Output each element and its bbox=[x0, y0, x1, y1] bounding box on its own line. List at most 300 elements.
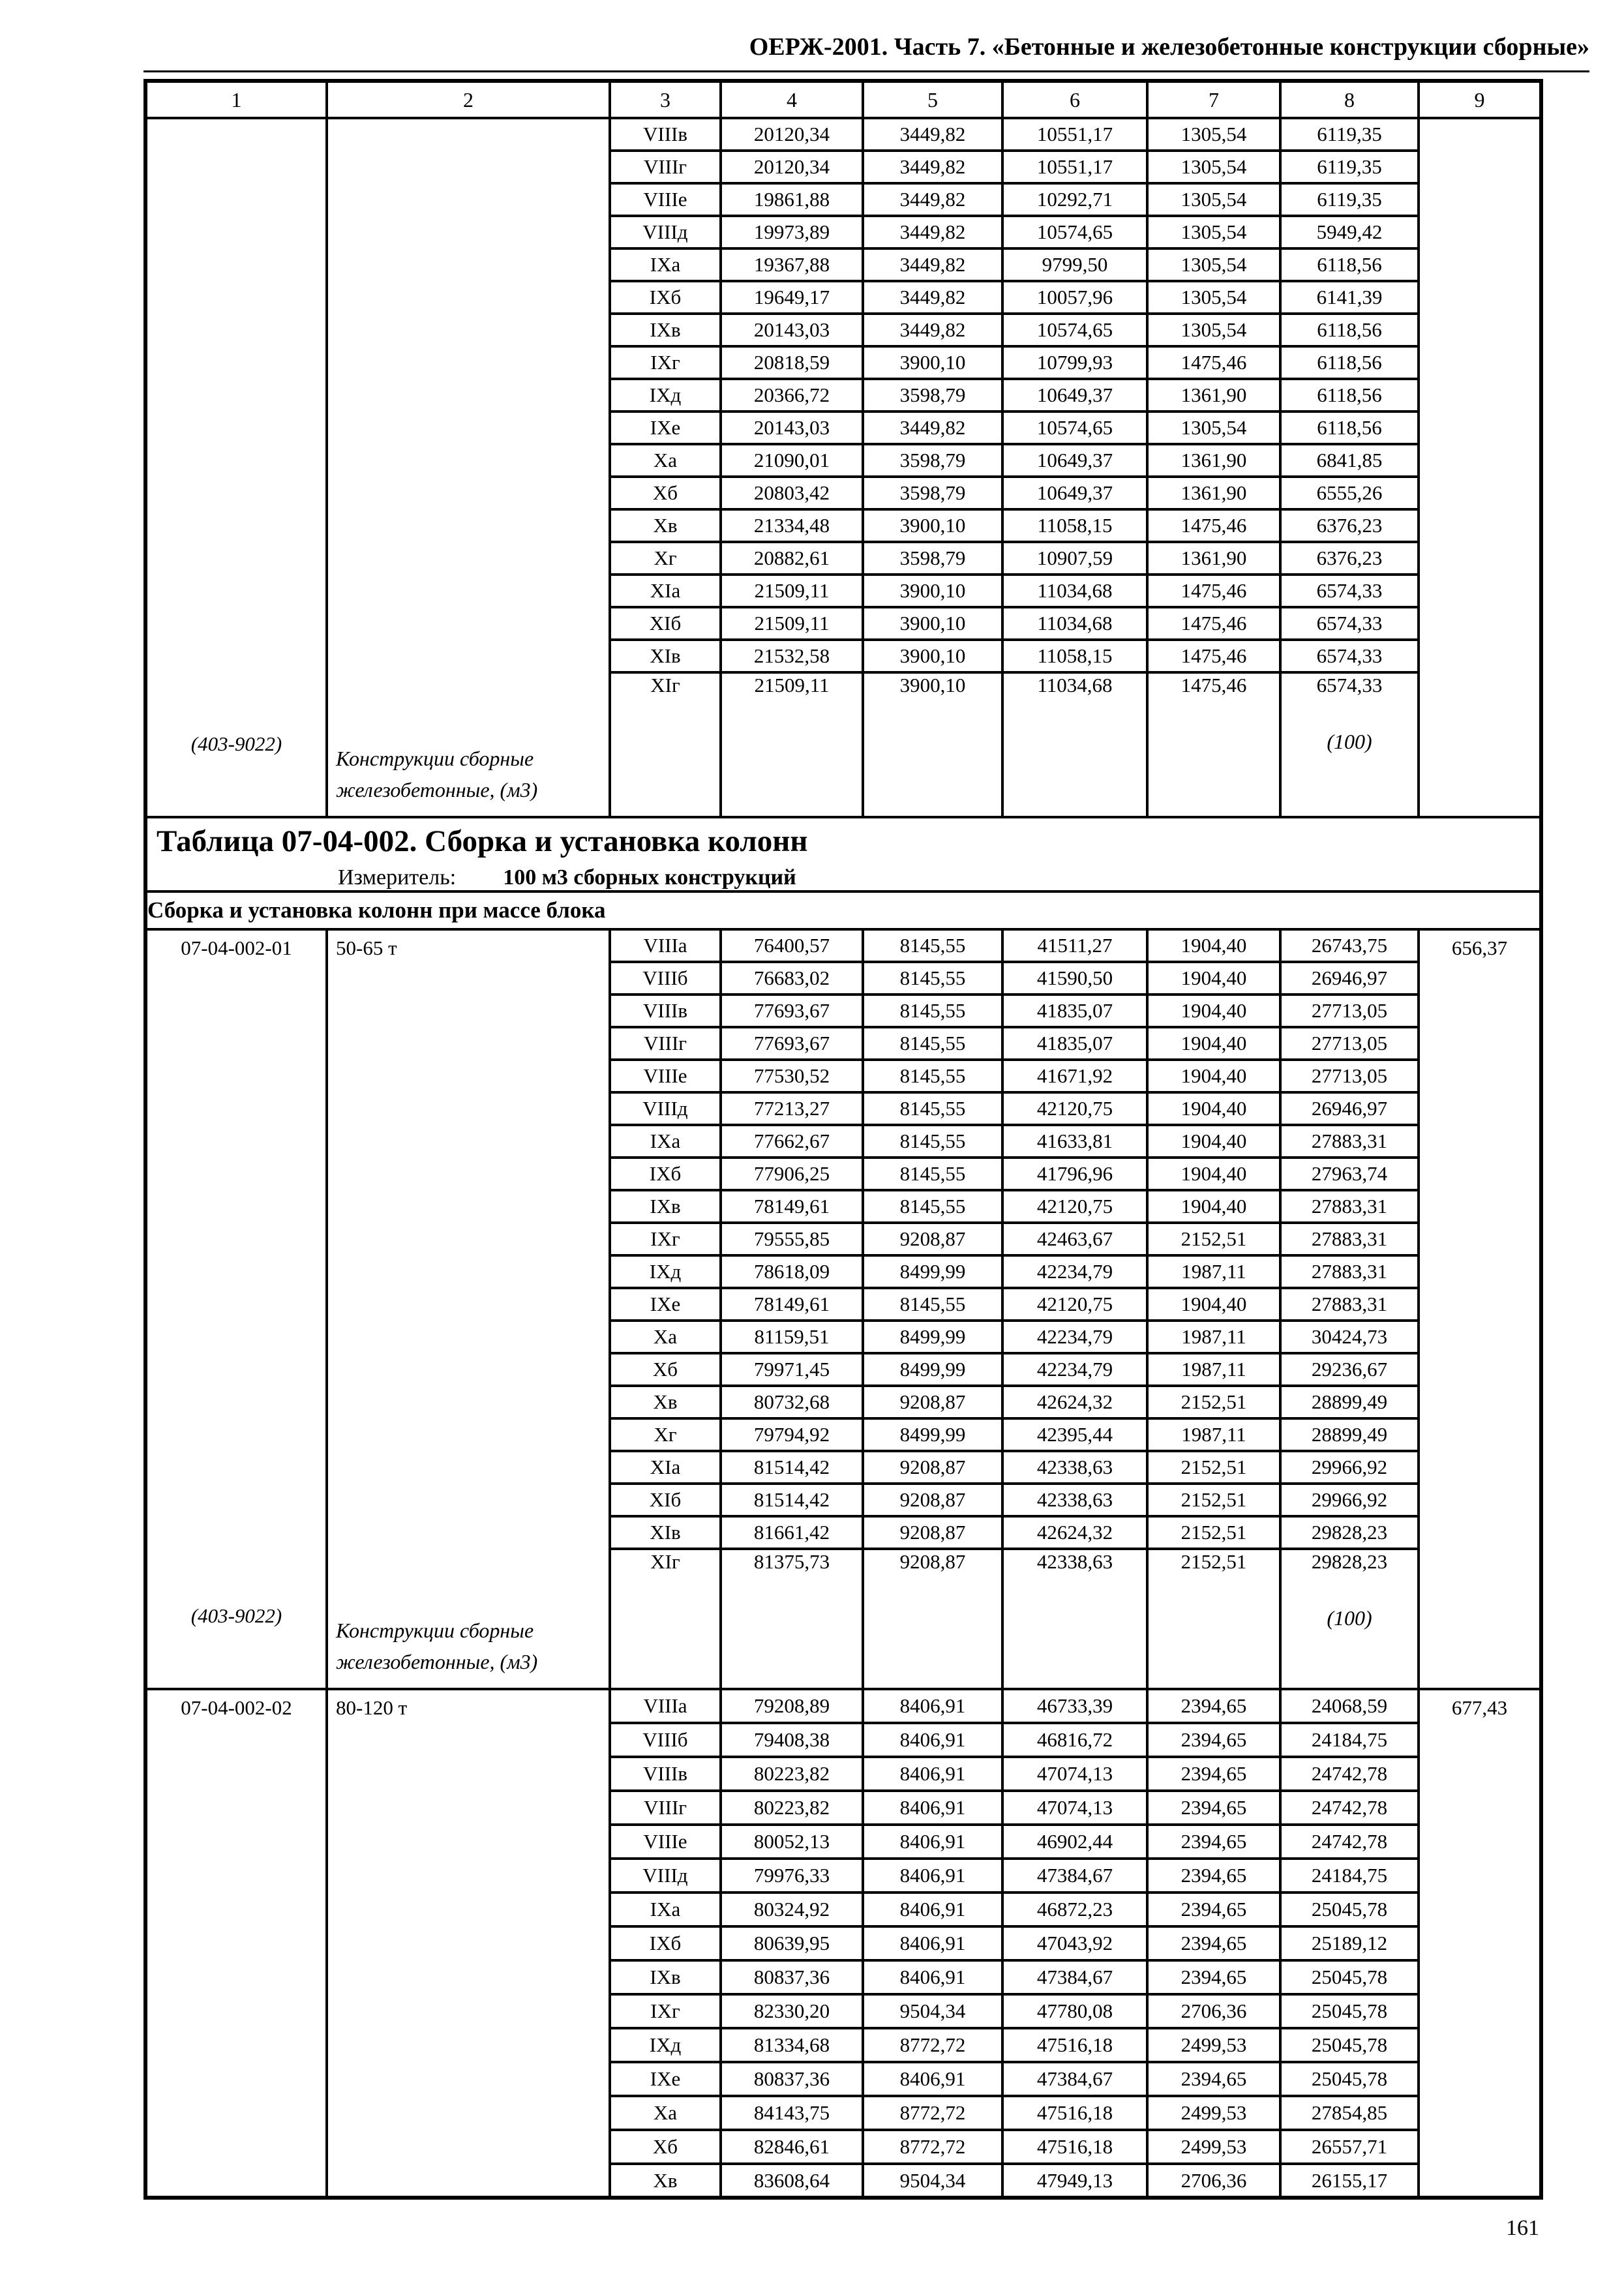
column-number-row bbox=[145, 81, 1541, 118]
value-cell: 27883,31 bbox=[1280, 1288, 1419, 1321]
zone-cell: XIа bbox=[610, 575, 721, 607]
value-cell: 8406,91 bbox=[863, 1859, 1002, 1893]
value-cell: 11034,68 bbox=[1002, 607, 1147, 640]
value-cell: 10574,65 bbox=[1002, 314, 1147, 346]
value-cell: 42463,67 bbox=[1002, 1223, 1147, 1255]
resource-name-line: железобетонные, (м3) bbox=[336, 1650, 538, 1673]
value-cell: 1305,54 bbox=[1147, 314, 1280, 346]
value-cell: 41511,27 bbox=[1002, 929, 1147, 962]
zone-cell: Xв bbox=[610, 2164, 721, 2198]
resource-name-line: железобетонные, (м3) bbox=[336, 778, 538, 801]
value-cell: 10649,37 bbox=[1002, 444, 1147, 477]
zone-cell: XIа bbox=[610, 1451, 721, 1484]
value-cell: 2394,65 bbox=[1147, 1926, 1280, 1960]
value-cell: 80223,82 bbox=[721, 1757, 863, 1791]
value-cell: 47516,18 bbox=[1002, 2096, 1147, 2130]
value-cell: 6574,33 bbox=[1280, 607, 1419, 640]
block-mass-label bbox=[328, 119, 609, 125]
block-mass-label: 80-120 т bbox=[336, 1696, 408, 1719]
value-cell: 2706,36 bbox=[1147, 1994, 1280, 2028]
value-cell: 47384,67 bbox=[1002, 1859, 1147, 1893]
value-cell: 1904,40 bbox=[1147, 1288, 1280, 1321]
column-number: 4 bbox=[721, 81, 863, 118]
zone-cell: IXв bbox=[610, 1190, 721, 1223]
zone-cell: VIIIг bbox=[610, 1791, 721, 1825]
value-text: 29828,23 bbox=[1311, 1550, 1388, 1573]
value-cell: 20818,59 bbox=[721, 346, 863, 379]
value-cell: 80732,68 bbox=[721, 1386, 863, 1418]
zone-cell: VIIIа bbox=[610, 1689, 721, 1723]
zone-cell: VIIIв bbox=[610, 995, 721, 1027]
value-cell: 81159,51 bbox=[721, 1321, 863, 1353]
value-cell: 6376,23 bbox=[1280, 542, 1419, 575]
value-cell: 83608,64 bbox=[721, 2164, 863, 2198]
value-cell: 1305,54 bbox=[1147, 281, 1280, 314]
norms-table bbox=[143, 79, 1543, 2200]
zone-cell: IXе bbox=[610, 2062, 721, 2096]
value-cell: 1475,46 bbox=[1147, 509, 1280, 542]
norm-code: 07-04-002-01 bbox=[181, 936, 292, 959]
value-cell: 29236,67 bbox=[1280, 1353, 1419, 1386]
resource-name-line: Конструкции сборные bbox=[336, 1619, 534, 1642]
norm-code: 07-04-002-02 bbox=[181, 1696, 292, 1719]
zone-cell: Xа bbox=[610, 444, 721, 477]
value-cell: 10649,37 bbox=[1002, 379, 1147, 411]
value-cell: 79794,92 bbox=[721, 1418, 863, 1451]
value-cell: 6574,33 bbox=[1280, 575, 1419, 607]
value-cell: 6574,33 bbox=[1280, 640, 1419, 672]
norm-code bbox=[147, 119, 325, 125]
zone-cell: XIб bbox=[610, 607, 721, 640]
value-cell: 27883,31 bbox=[1280, 1255, 1419, 1288]
zone-cell: IXд bbox=[610, 2028, 721, 2062]
value-cell: 81334,68 bbox=[721, 2028, 863, 2062]
value-cell: 76400,57 bbox=[721, 929, 863, 962]
value-cell: 9208,87 bbox=[863, 1451, 1002, 1484]
value-cell: 3900,10 bbox=[863, 575, 1002, 607]
value-cell: 3900,10 bbox=[863, 607, 1002, 640]
value-cell: 6119,35 bbox=[1280, 118, 1419, 151]
value-cell: 6119,35 bbox=[1280, 183, 1419, 216]
col9-cell bbox=[1419, 118, 1541, 817]
value-cell: 24742,78 bbox=[1280, 1825, 1419, 1859]
value-cell: 27854,85 bbox=[1280, 2096, 1419, 2130]
value-cell: 1475,46 bbox=[1147, 346, 1280, 379]
zone-cell: Xв bbox=[610, 1386, 721, 1418]
value-cell: 42120,75 bbox=[1002, 1092, 1147, 1125]
value-cell: 42624,32 bbox=[1002, 1386, 1147, 1418]
value-cell: 79408,38 bbox=[721, 1723, 863, 1757]
zone-cell: Xб bbox=[610, 1353, 721, 1386]
zone-cell: VIIIе bbox=[610, 1825, 721, 1859]
value-cell: 1904,40 bbox=[1147, 1125, 1280, 1158]
zone-cell: VIIIг bbox=[610, 1027, 721, 1060]
value-cell: 9208,87 bbox=[863, 1484, 1002, 1516]
value-cell bbox=[1280, 1549, 1419, 1689]
value-cell: 80639,95 bbox=[721, 1926, 863, 1960]
value-cell: 77213,27 bbox=[721, 1092, 863, 1125]
zone-cell: VIIIб bbox=[610, 1723, 721, 1757]
zone-cell: VIIIд bbox=[610, 1092, 721, 1125]
value-cell: 1904,40 bbox=[1147, 1190, 1280, 1223]
value-cell: 2152,51 bbox=[1147, 1451, 1280, 1484]
value-cell: 47074,13 bbox=[1002, 1791, 1147, 1825]
zone-cell: VIIIв bbox=[610, 1757, 721, 1791]
column-number: 1 bbox=[145, 81, 327, 118]
value-cell: 3900,10 bbox=[863, 346, 1002, 379]
value-cell: 47384,67 bbox=[1002, 2062, 1147, 2096]
code-cell bbox=[145, 1689, 327, 2198]
value-cell: 42234,79 bbox=[1002, 1321, 1147, 1353]
column-number: 2 bbox=[327, 81, 610, 118]
value-cell: 20803,42 bbox=[721, 477, 863, 509]
value-cell: 8145,55 bbox=[863, 962, 1002, 995]
value-cell: 1904,40 bbox=[1147, 1158, 1280, 1190]
description-cell bbox=[327, 929, 610, 1689]
value-cell: 11058,15 bbox=[1002, 509, 1147, 542]
value-cell: 25045,78 bbox=[1280, 2062, 1419, 2096]
value-cell: 80223,82 bbox=[721, 1791, 863, 1825]
zone-cell: IXа bbox=[610, 1125, 721, 1158]
value-cell: 1305,54 bbox=[1147, 118, 1280, 151]
value-cell: 78149,61 bbox=[721, 1190, 863, 1223]
description-cell bbox=[327, 1689, 610, 2198]
zone-cell: IXд bbox=[610, 1255, 721, 1288]
value-cell: 10574,65 bbox=[1002, 411, 1147, 444]
value-cell: 3598,79 bbox=[863, 379, 1002, 411]
value-cell: 1475,46 bbox=[1147, 575, 1280, 607]
value-cell: 1904,40 bbox=[1147, 1027, 1280, 1060]
zone-cell: IXа bbox=[610, 1893, 721, 1926]
value-cell: 81514,42 bbox=[721, 1484, 863, 1516]
zone-cell: VIIIа bbox=[610, 929, 721, 962]
value-cell: 10551,17 bbox=[1002, 118, 1147, 151]
value-cell: 28899,49 bbox=[1280, 1386, 1419, 1418]
value-cell: 81375,73 bbox=[721, 1549, 863, 1689]
value-cell: 47780,08 bbox=[1002, 1994, 1147, 2028]
value-cell: 8145,55 bbox=[863, 1190, 1002, 1223]
value-cell: 25045,78 bbox=[1280, 2028, 1419, 2062]
value-cell: 8406,91 bbox=[863, 1791, 1002, 1825]
value-cell: 2499,53 bbox=[1147, 2096, 1280, 2130]
value-cell: 42234,79 bbox=[1002, 1353, 1147, 1386]
value-text: 6574,33 bbox=[1316, 674, 1383, 696]
value-cell: 10292,71 bbox=[1002, 183, 1147, 216]
value-cell: 26946,97 bbox=[1280, 1092, 1419, 1125]
value-cell: 41835,07 bbox=[1002, 1027, 1147, 1060]
zone-cell: VIIIд bbox=[610, 1859, 721, 1893]
value-cell: 2394,65 bbox=[1147, 1689, 1280, 1723]
table-title: Таблица 07-04-002. Сборка и установка колонн bbox=[157, 824, 808, 858]
value-cell: 10551,17 bbox=[1002, 151, 1147, 183]
value-cell: 9504,34 bbox=[863, 1994, 1002, 2028]
value-cell: 84143,75 bbox=[721, 2096, 863, 2130]
zone-cell: IXе bbox=[610, 411, 721, 444]
value-cell: 3449,82 bbox=[863, 151, 1002, 183]
zone-cell: IXд bbox=[610, 379, 721, 411]
zone-cell: Xв bbox=[610, 509, 721, 542]
value-cell: 24184,75 bbox=[1280, 1723, 1419, 1757]
value-cell: 80052,13 bbox=[721, 1825, 863, 1859]
value-cell: 41671,92 bbox=[1002, 1060, 1147, 1092]
value-cell: 2499,53 bbox=[1147, 2130, 1280, 2164]
value-cell: 82330,20 bbox=[721, 1994, 863, 2028]
value-cell: 6555,26 bbox=[1280, 477, 1419, 509]
value-cell: 10799,93 bbox=[1002, 346, 1147, 379]
zone-cell: XIб bbox=[610, 1484, 721, 1516]
block-mass-label: 50-65 т bbox=[336, 936, 397, 959]
value-cell: 8406,91 bbox=[863, 1825, 1002, 1859]
value-cell: 21090,01 bbox=[721, 444, 863, 477]
column-number: 5 bbox=[863, 81, 1002, 118]
resource-note: (100) bbox=[1327, 1606, 1372, 1630]
value-cell: 29966,92 bbox=[1280, 1484, 1419, 1516]
value-cell: 19649,17 bbox=[721, 281, 863, 314]
value-cell: 2394,65 bbox=[1147, 1859, 1280, 1893]
value-cell: 24184,75 bbox=[1280, 1859, 1419, 1893]
resource-name-line: Конструкции сборные bbox=[336, 747, 534, 770]
value-cell: 5949,42 bbox=[1280, 216, 1419, 248]
value-cell: 77530,52 bbox=[721, 1060, 863, 1092]
value-cell: 6118,56 bbox=[1280, 346, 1419, 379]
table-title-row bbox=[145, 817, 1541, 891]
value-cell: 1361,90 bbox=[1147, 379, 1280, 411]
value-cell: 19973,89 bbox=[721, 216, 863, 248]
column-number: 9 bbox=[1419, 81, 1541, 118]
measure-label: Измеритель: bbox=[338, 865, 457, 890]
resource-name bbox=[328, 1615, 609, 1677]
value-cell: 41633,81 bbox=[1002, 1125, 1147, 1158]
value-cell: 25189,12 bbox=[1280, 1926, 1419, 1960]
value-cell: 9504,34 bbox=[863, 2164, 1002, 2198]
value-cell: 78149,61 bbox=[721, 1288, 863, 1321]
value-cell: 20143,03 bbox=[721, 411, 863, 444]
value-cell: 29828,23 bbox=[1280, 1516, 1419, 1549]
value-cell: 11034,68 bbox=[1002, 672, 1147, 817]
zone-cell: IXв bbox=[610, 1960, 721, 1994]
value-cell: 8145,55 bbox=[863, 1092, 1002, 1125]
value-cell: 1305,54 bbox=[1147, 183, 1280, 216]
value-cell: 8145,55 bbox=[863, 1125, 1002, 1158]
zone-cell: Xг bbox=[610, 542, 721, 575]
value-cell: 26743,75 bbox=[1280, 929, 1419, 962]
value-cell: 47074,13 bbox=[1002, 1757, 1147, 1791]
value-cell: 81661,42 bbox=[721, 1516, 863, 1549]
zone-cell: VIIIе bbox=[610, 1060, 721, 1092]
value-cell: 20366,72 bbox=[721, 379, 863, 411]
value-cell: 8406,91 bbox=[863, 1723, 1002, 1757]
zone-cell: XIг bbox=[610, 672, 721, 817]
value-cell: 6841,85 bbox=[1280, 444, 1419, 477]
value-cell: 47516,18 bbox=[1002, 2028, 1147, 2062]
value-cell: 3598,79 bbox=[863, 542, 1002, 575]
zone-cell: IXе bbox=[610, 1288, 721, 1321]
value-cell: 25045,78 bbox=[1280, 1893, 1419, 1926]
value-cell: 3449,82 bbox=[863, 281, 1002, 314]
value-cell: 3449,82 bbox=[863, 183, 1002, 216]
value-cell: 1305,54 bbox=[1147, 411, 1280, 444]
value-cell: 8145,55 bbox=[863, 1060, 1002, 1092]
col9-value bbox=[1420, 119, 1539, 125]
group-header-row bbox=[145, 891, 1541, 929]
value-cell: 2394,65 bbox=[1147, 1960, 1280, 1994]
value-cell: 8499,99 bbox=[863, 1418, 1002, 1451]
value-cell: 26557,71 bbox=[1280, 2130, 1419, 2164]
page-number: 161 bbox=[1506, 2216, 1539, 2240]
value-cell: 42338,63 bbox=[1002, 1451, 1147, 1484]
value-cell: 8406,91 bbox=[863, 1960, 1002, 1994]
value-cell: 27963,74 bbox=[1280, 1158, 1419, 1190]
value-cell bbox=[1280, 672, 1419, 817]
value-cell: 24068,59 bbox=[1280, 1689, 1419, 1723]
value-cell: 1475,46 bbox=[1147, 640, 1280, 672]
group-header-cell: Сборка и установка колонн при массе блока bbox=[145, 891, 1541, 929]
value-cell: 1987,11 bbox=[1147, 1321, 1280, 1353]
value-cell: 27883,31 bbox=[1280, 1190, 1419, 1223]
value-cell: 30424,73 bbox=[1280, 1321, 1419, 1353]
value-cell: 42624,32 bbox=[1002, 1516, 1147, 1549]
value-cell: 8145,55 bbox=[863, 1288, 1002, 1321]
zone-cell: Xа bbox=[610, 1321, 721, 1353]
value-cell: 42120,75 bbox=[1002, 1190, 1147, 1223]
value-cell: 11034,68 bbox=[1002, 575, 1147, 607]
value-cell: 1305,54 bbox=[1147, 151, 1280, 183]
value-cell: 1475,46 bbox=[1147, 672, 1280, 817]
zone-cell: IXб bbox=[610, 1158, 721, 1190]
value-cell: 10574,65 bbox=[1002, 216, 1147, 248]
resource-note: (100) bbox=[1327, 730, 1372, 753]
value-cell: 10057,96 bbox=[1002, 281, 1147, 314]
measure-value: 100 м3 сборных конструкций bbox=[503, 865, 796, 890]
value-cell: 41590,50 bbox=[1002, 962, 1147, 995]
zone-cell: IXг bbox=[610, 346, 721, 379]
value-cell: 1904,40 bbox=[1147, 962, 1280, 995]
value-cell: 19367,88 bbox=[721, 248, 863, 281]
value-cell: 27713,05 bbox=[1280, 995, 1419, 1027]
value-cell: 76683,02 bbox=[721, 962, 863, 995]
value-cell: 82846,61 bbox=[721, 2130, 863, 2164]
zone-cell: VIIIе bbox=[610, 183, 721, 216]
value-cell: 26155,17 bbox=[1280, 2164, 1419, 2198]
zone-cell: IXг bbox=[610, 1994, 721, 2028]
col9-cell bbox=[1419, 929, 1541, 1689]
description-cell bbox=[327, 118, 610, 817]
value-cell: 6119,35 bbox=[1280, 151, 1419, 183]
value-cell: 80324,92 bbox=[721, 1893, 863, 1926]
value-cell: 1361,90 bbox=[1147, 444, 1280, 477]
column-number: 8 bbox=[1280, 81, 1419, 118]
value-cell: 27713,05 bbox=[1280, 1060, 1419, 1092]
value-cell: 47384,67 bbox=[1002, 1960, 1147, 1994]
value-cell: 9799,50 bbox=[1002, 248, 1147, 281]
value-cell: 2706,36 bbox=[1147, 2164, 1280, 2198]
value-cell: 3598,79 bbox=[863, 477, 1002, 509]
value-cell: 10649,37 bbox=[1002, 477, 1147, 509]
value-cell: 1361,90 bbox=[1147, 542, 1280, 575]
value-cell: 77693,67 bbox=[721, 1027, 863, 1060]
value-cell: 3449,82 bbox=[863, 411, 1002, 444]
value-cell: 79971,45 bbox=[721, 1353, 863, 1386]
value-cell: 1361,90 bbox=[1147, 477, 1280, 509]
value-cell: 3449,82 bbox=[863, 248, 1002, 281]
value-cell: 2152,51 bbox=[1147, 1549, 1280, 1689]
zone-cell: IXа bbox=[610, 248, 721, 281]
zone-cell: XIв bbox=[610, 1516, 721, 1549]
value-cell: 1305,54 bbox=[1147, 248, 1280, 281]
zone-cell: IXб bbox=[610, 1926, 721, 1960]
value-cell: 1904,40 bbox=[1147, 929, 1280, 962]
value-cell: 20143,03 bbox=[721, 314, 863, 346]
value-cell: 6118,56 bbox=[1280, 248, 1419, 281]
value-cell: 42395,44 bbox=[1002, 1418, 1147, 1451]
value-cell: 77693,67 bbox=[721, 995, 863, 1027]
value-cell: 8145,55 bbox=[863, 1158, 1002, 1190]
measure-line bbox=[147, 859, 1539, 890]
value-cell: 1475,46 bbox=[1147, 607, 1280, 640]
value-cell: 20882,61 bbox=[721, 542, 863, 575]
value-cell: 3900,10 bbox=[863, 509, 1002, 542]
value-cell: 3449,82 bbox=[863, 216, 1002, 248]
value-cell: 11058,15 bbox=[1002, 640, 1147, 672]
column-number: 3 bbox=[610, 81, 721, 118]
zone-cell: VIIIб bbox=[610, 962, 721, 995]
value-cell: 27883,31 bbox=[1280, 1125, 1419, 1158]
value-cell: 80837,36 bbox=[721, 2062, 863, 2096]
value-cell: 2394,65 bbox=[1147, 2062, 1280, 2096]
column-number: 6 bbox=[1002, 81, 1147, 118]
value-cell: 3598,79 bbox=[863, 444, 1002, 477]
value-cell: 26946,97 bbox=[1280, 962, 1419, 995]
value-cell: 79555,85 bbox=[721, 1223, 863, 1255]
value-cell: 2152,51 bbox=[1147, 1484, 1280, 1516]
value-cell: 20120,34 bbox=[721, 151, 863, 183]
table-row bbox=[145, 929, 1541, 962]
value-cell: 6118,56 bbox=[1280, 314, 1419, 346]
col9-cell bbox=[1419, 1689, 1541, 2198]
value-cell: 1305,54 bbox=[1147, 216, 1280, 248]
value-cell: 46816,72 bbox=[1002, 1723, 1147, 1757]
value-cell: 2152,51 bbox=[1147, 1223, 1280, 1255]
table-row bbox=[145, 118, 1541, 151]
header-rule bbox=[143, 70, 1589, 72]
value-cell: 27713,05 bbox=[1280, 1027, 1419, 1060]
value-cell: 79208,89 bbox=[721, 1689, 863, 1723]
value-cell: 8406,91 bbox=[863, 1757, 1002, 1791]
value-cell: 24742,78 bbox=[1280, 1757, 1419, 1791]
value-cell: 9208,87 bbox=[863, 1223, 1002, 1255]
zone-cell: XIв bbox=[610, 640, 721, 672]
value-cell: 3449,82 bbox=[863, 314, 1002, 346]
value-cell: 2394,65 bbox=[1147, 1825, 1280, 1859]
value-cell: 8145,55 bbox=[863, 995, 1002, 1027]
value-cell: 1987,11 bbox=[1147, 1418, 1280, 1451]
value-cell: 8406,91 bbox=[863, 1689, 1002, 1723]
value-cell: 2394,65 bbox=[1147, 1893, 1280, 1926]
zone-cell: IXг bbox=[610, 1223, 721, 1255]
value-cell: 29966,92 bbox=[1280, 1451, 1419, 1484]
value-cell: 2394,65 bbox=[1147, 1791, 1280, 1825]
value-cell: 6141,39 bbox=[1280, 281, 1419, 314]
zone-cell: Xг bbox=[610, 1418, 721, 1451]
value-cell: 25045,78 bbox=[1280, 1994, 1419, 2028]
value-cell: 8406,91 bbox=[863, 2062, 1002, 2096]
value-cell: 8499,99 bbox=[863, 1255, 1002, 1288]
col9-value: 656,37 bbox=[1451, 936, 1508, 959]
value-cell: 8406,91 bbox=[863, 1893, 1002, 1926]
value-cell: 8772,72 bbox=[863, 2028, 1002, 2062]
value-cell: 81514,42 bbox=[721, 1451, 863, 1484]
value-cell: 2394,65 bbox=[1147, 1723, 1280, 1757]
